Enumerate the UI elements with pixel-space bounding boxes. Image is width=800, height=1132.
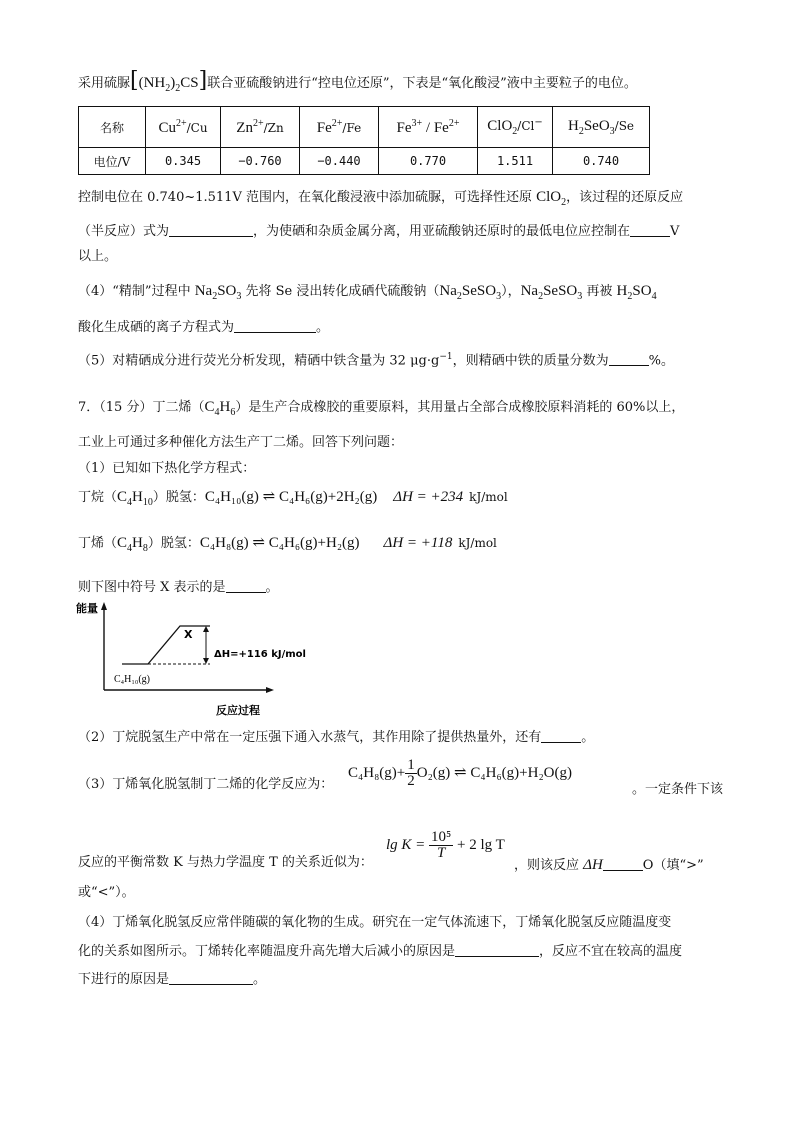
table-header-cell: $Zn^{2+}/Zn$ xyxy=(221,107,300,148)
question-7-part3-tail: 。一定条件下该 xyxy=(632,782,724,797)
answer-blank[interactable] xyxy=(603,856,643,871)
question-7-x: 则下图中符号 X 表示的是 。 xyxy=(78,580,279,595)
question-7-part3: （3）丁烯氧化脱氢制丁二烯的化学反应为： xyxy=(78,777,334,792)
table-value-cell: 0.770 xyxy=(379,148,478,175)
question-7-part2: （2）丁烷脱氢生产中常在一定压强下通入水蒸气，其作用除了提供热量外，还有 。 xyxy=(78,730,595,745)
answer-blank[interactable] xyxy=(455,942,539,957)
table-header-label: 名称 xyxy=(79,107,146,148)
table-value-cell: −0.760 xyxy=(221,148,300,175)
table-value-row xyxy=(79,148,650,175)
table-header-cell: $Cu^{2+}/Cu$ xyxy=(146,107,221,148)
question-7-line2: 工业上可通过多种催化方法生产丁二烯。回答下列问题： xyxy=(78,435,404,450)
paragraph-control-potential: 控制电位在 0.740~1.511V 范围内，在氧化酸浸液中添加硫脲，可选择性还原 ClO$_2$，该过程的还原反应 xyxy=(78,189,684,208)
question-7-part3-line2: 反应的平衡常数 K 与热力学温度 T 的关系近似为： xyxy=(78,855,373,870)
intro-text-b: 联合亚硫酸钠进行“控电位还原”，下表是“氧化酸浸”液中主要粒子的电位。 xyxy=(207,76,637,91)
table-value-cell: −0.440 xyxy=(300,148,379,175)
table-value-cell: 0.740 xyxy=(553,148,650,175)
process-axis-label: 反应过程 xyxy=(216,704,260,717)
delta-h-label: ΔH=+116 kJ/mol xyxy=(214,649,306,660)
answer-blank[interactable] xyxy=(169,970,253,985)
question-7-part3-line3: 或“<”）。 xyxy=(78,885,135,900)
table-header-cell: ClO$_2$/Cl− xyxy=(478,107,553,148)
energy-axis-label: 能量 xyxy=(76,602,98,615)
thiourea-formula: $(NH_2)_2CS$ xyxy=(138,75,199,94)
question-7-part4-line3: 下进行的原因是 。 xyxy=(78,972,267,987)
butane-label: C₄H₁₀(g) xyxy=(114,674,151,685)
question-7-part3-fill: ，则该反应 ΔH O（填“>” xyxy=(514,857,704,873)
equation-lgk: lg K = $\frac{\text{10⁵}}{T}$ + 2 lg T xyxy=(386,829,505,861)
question-7-part4-line2: 化的关系如图所示。丁烯转化率随温度升高先增大后减小的原因是 ，反应不宜在较高的温度 xyxy=(78,944,683,959)
answer-blank[interactable] xyxy=(541,728,581,743)
question-4: （4）“精制”过程中 $Na_2SO_3$ 先将 Se 浸出转化成硒代硫酸钠$(Na_2SeSO_3)$，$Na_2SeSO_3$ 再被 $H_2SO_4$ xyxy=(78,283,657,302)
x-arrow-head-down xyxy=(203,658,209,664)
table-value-cell: 0.345 xyxy=(146,148,221,175)
table-value-cell: 1.511 xyxy=(478,148,553,175)
table-header-row xyxy=(79,107,650,148)
x-arrow-head-up xyxy=(203,626,209,632)
question-5: （5）对精硒成分进行荧光分析发现，精硒中铁含量为 32 $\mu g\cdot g^{-1}$，则精硒中铁的质量分数为 %。 xyxy=(78,352,674,369)
equation-butane: 丁烷$(C_4H_{10})$脱氢：C₄H₁₀(g) ⇌ C₄H₆(g)+2H₂(g) ΔH = +234 kJ/mol xyxy=(78,489,508,508)
question-7: 7．（15 分）丁二烯$(C_4H_6)$是生产合成橡胶的重要原料，其用量占全部合成橡胶原料消耗的 60%以上， xyxy=(78,399,685,418)
table-header-cell: $Fe^{2+}/Fe$ xyxy=(300,107,379,148)
equation-oxidative: C₄H₈(g)+ $\frac{1}{2}$ O₂(g) ⇌ C₄H₆(g)+H₂O(g) xyxy=(348,757,573,789)
table-header-cell: $H_2SeO_3/Se$ xyxy=(553,107,650,148)
energy-curve xyxy=(122,626,210,664)
equation-butene: 丁烯$(C_4H_8)$脱氢：C₄H₈(g) ⇌ C₄H₆(g)+H₂(g) ΔH = +118 kJ/mol xyxy=(78,535,497,554)
paragraph-half-reaction: （半反应）式为 ，为使硒和杂质金属分离，用亚硫酸钠还原时的最低电位应控制在 V xyxy=(78,224,680,239)
energy-axis-arrow xyxy=(101,602,107,610)
table-header-cell: $Fe^{3+} / Fe^{2+}$ xyxy=(379,107,478,148)
paragraph-above: 以上。 xyxy=(78,249,118,264)
answer-blank[interactable] xyxy=(234,318,316,333)
answer-blank[interactable] xyxy=(226,578,266,593)
process-axis-arrow xyxy=(266,687,274,693)
table-value-label: 电位/V xyxy=(79,148,146,175)
answer-blank[interactable] xyxy=(609,351,649,366)
question-7-part4: （4）丁烯氧化脱氢反应常伴随碳的氧化物的生成。研究在一定气体流速下，丁烯氧化脱氢反应随温度变 xyxy=(78,915,672,930)
question-4-line2: 酸化生成硒的离子方程式为 。 xyxy=(78,320,330,335)
intro-line: 采用硫脲$[(NH_2)_2CS]$联合亚硫酸钠进行“控电位还原”，下表是“氧化酸浸”液中主要粒子的电位。 xyxy=(78,68,637,94)
potential-table xyxy=(78,106,650,175)
x-label: X xyxy=(184,628,193,641)
energy-diagram xyxy=(70,598,306,720)
intro-text-a: 采用硫脲 xyxy=(78,76,131,91)
answer-blank[interactable] xyxy=(169,222,253,237)
answer-blank[interactable] xyxy=(630,222,670,237)
question-7-part1: （1）已知如下热化学方程式： xyxy=(78,461,256,476)
